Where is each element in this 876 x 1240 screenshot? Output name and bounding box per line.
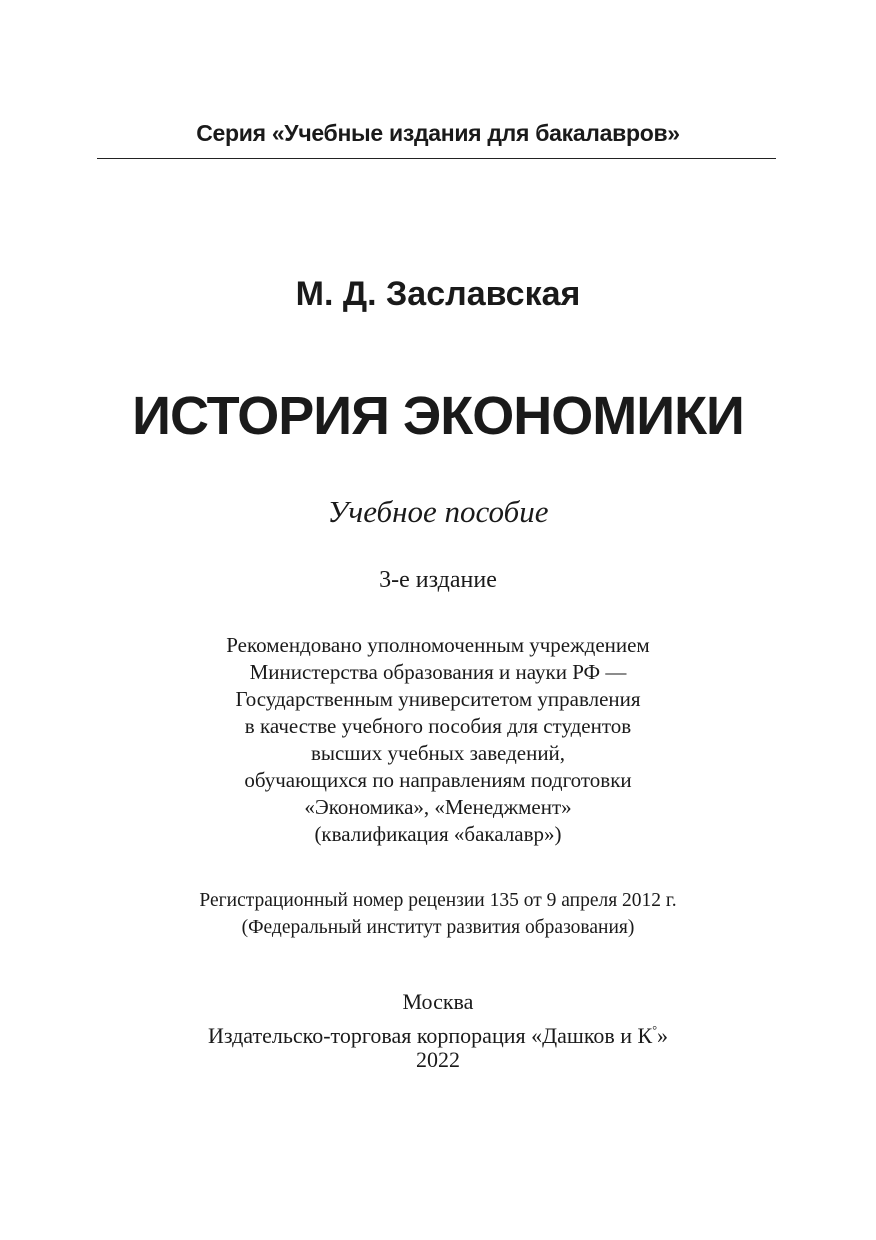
book-subtitle: Учебное пособие xyxy=(327,494,549,529)
publisher-degree-mark: ° xyxy=(652,1023,658,1037)
imprint-block xyxy=(0,987,876,1074)
publisher-name-suffix: » xyxy=(657,1023,669,1048)
recommendation-line: высших учебных заведений, xyxy=(310,741,566,765)
publisher-name-prefix: Издательско-торговая корпорация «Дашков и К xyxy=(207,1023,653,1048)
recommendation-line: Рекомендовано уполномоченным учреждением xyxy=(226,633,650,657)
registration-line: Регистрационный номер рецензии 135 от 9 апреля 2012 г. xyxy=(199,890,677,911)
recommendation-line: Государственным университетом управления xyxy=(235,687,641,711)
recommendation-line: «Экономика», «Менеджмент» xyxy=(304,795,572,819)
recommendation-line: в качестве учебного пособия для студентов xyxy=(244,714,632,738)
recommendation-block xyxy=(0,632,876,848)
imprint-city: Москва xyxy=(402,989,474,1014)
imprint-year: 2022 xyxy=(416,1047,460,1072)
recommendation-line: Министерства образования и науки РФ — xyxy=(249,660,627,684)
book-title: ИСТОРИЯ ЭКОНОМИКИ xyxy=(132,386,744,446)
imprint-publisher xyxy=(0,1016,876,1048)
recommendation-line: обучающихся по направлениям подготовки xyxy=(244,768,632,792)
series-heading: Серия «Учебные издания для бакалавров» xyxy=(196,120,680,146)
author-name: М. Д. Заславская xyxy=(295,275,581,313)
series-divider xyxy=(97,158,776,159)
edition-label: 3-е издание xyxy=(379,567,497,593)
registration-line: (Федеральный институт развития образования) xyxy=(241,917,635,938)
registration-block xyxy=(0,887,876,941)
recommendation-line: (квалификация «бакалавр») xyxy=(314,822,562,846)
